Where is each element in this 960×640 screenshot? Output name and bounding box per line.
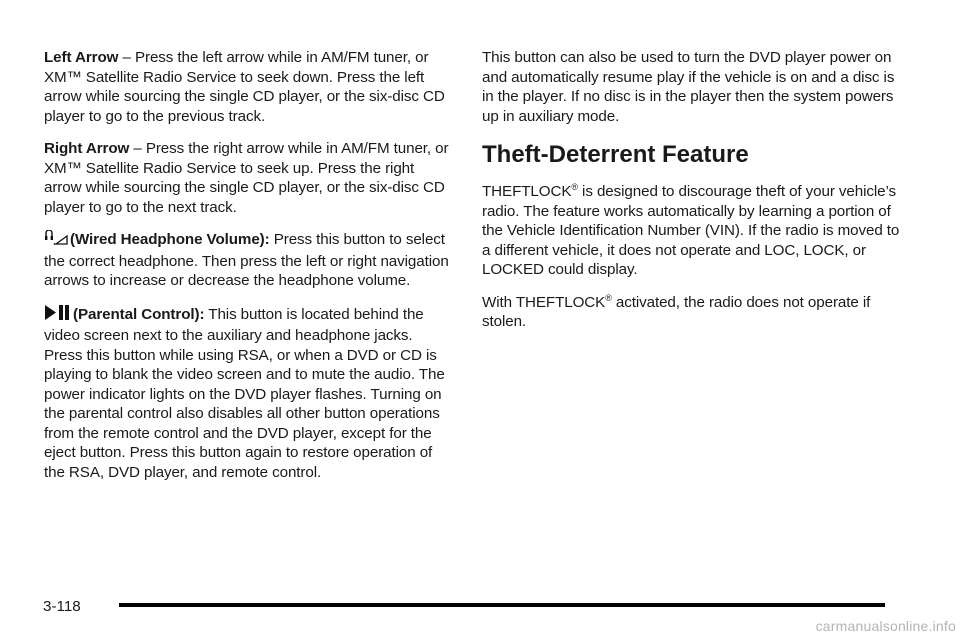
parental-control-paragraph [44,304,454,483]
footer-rule [119,603,885,607]
left-arrow-paragraph [44,48,454,126]
headphone-volume-icon [44,230,68,252]
theftlock-activated-text: activated, the radio does not operate if stolen. [482,293,871,330]
section-heading: Theft-Deterrent Feature [482,141,749,168]
left-arrow-text: – Press the left arrow while in AM/FM tuner, or XM™ Satellite Radio Service to seek down. Press the left arrow while sourcing the single CD player, or the six-disc CD player to go to the previous track. [44,49,445,125]
right-arrow-text: – Press the right arrow while in AM/FM tuner, or XM™ Satellite Radio Service to seek up. Press the right arrow while sourcing the single CD player, or the six-disc CD player to go to the next track. [44,140,449,216]
right-column [482,48,902,345]
play-pause-icon [44,304,71,327]
headphone-volume-term: (Wired Headphone Volume): [70,231,270,248]
left-arrow-term: Left Arrow [44,49,119,66]
theftlock-paragraph [482,182,902,280]
theftlock-activated-prefix: With THEFTLOCK [482,293,606,311]
theftlock-text: is designed to discourage theft of your vehicle’s radio. The feature works automatically by learning a portion of the Vehicle Identification Number (VIN). If the radio is moved to a different vehicle, it does not operate and LOC, LOCK, or LOCKED could display. [482,183,900,278]
theftlock-brand: THEFTLOCK [482,183,572,200]
parental-control-text: This button is located behind the video screen next to the auxiliary and headphone jacks. Press this button while using RSA, or when a DVD or CD is playing to blank the video screen and to mute the audio. The power indicator lights on the DVD player flashes. Turning on the parental control also disables all other button operations from the remote control and the DVD player, except for the eject button. Press this button again to restore operation of the RSA, DVD player, and remote control. [44,305,445,481]
headphone-volume-paragraph [44,230,454,291]
right-arrow-term: Right Arrow [44,140,130,157]
right-arrow-paragraph [44,139,454,217]
page-number: 3-118 [43,598,81,615]
left-column [44,48,454,495]
theftlock-activated-paragraph [482,293,902,332]
registered-mark: ® [571,182,578,192]
headphone-volume-text: Press this button to select the correct headphone. Then press the left or right navigation arrows to increase or decrease the headphone volume. [44,231,449,289]
registered-mark: ® [605,292,612,303]
dvd-power-paragraph: This button can also be used to turn the DVD player power on and automatically resume play if the vehicle is on and a disc is in the player. If no disc is in the player then the system powers up in auxiliary mode. [482,49,895,125]
parental-control-term: (Parental Control): [73,305,205,323]
watermark: carmanualsonline.info [815,618,956,634]
